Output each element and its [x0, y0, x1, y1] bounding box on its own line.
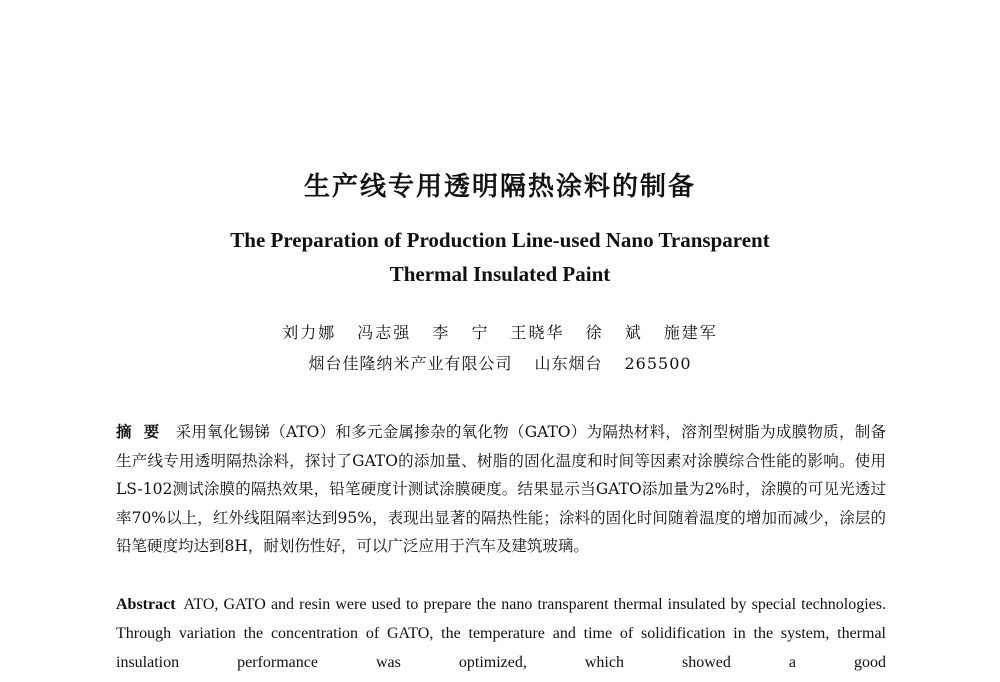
- affiliation-postcode: 265500: [624, 354, 692, 373]
- abstract-chinese-label: 摘要: [116, 423, 172, 441]
- affiliation-org: 烟台佳隆纳米产业有限公司: [308, 354, 513, 373]
- abstract-chinese: [116, 418, 886, 561]
- affiliation: [0, 351, 1000, 374]
- abstract-english-label: Abstract: [116, 596, 176, 613]
- title-english-line-2: Thermal Insulated Paint: [389, 262, 611, 286]
- abstract-chinese-text: 采用氧化锡锑（ATO）和多元金属掺杂的氧化物（GATO）为隔热材料，溶剂型树脂为成膜物质，制备生产线专用透明隔热涂料，探讨了GATO的添加量、树脂的固化温度和时间等因素对涂膜综合性能的影响。使用LS-102测试涂膜的隔热效果，铅笔硬度计测试涂膜硬度。结果显示当GATO添加量为2%时，涂膜的可见光透过率70%以上，红外线阻隔率达到95%，表现出显著的隔热性能；涂料的固化时间随着温度的增加而减少，涂层的铅笔硬度均达到8H，耐划伤性好，可以广泛应用于汽车及建筑玻璃。: [116, 423, 886, 556]
- title-english-line-1: The Preparation of Production Line-used Nano Transparent: [230, 228, 770, 252]
- authors: 刘力娜 冯志强 李 宁 王晓华 徐 斌 施建军: [282, 323, 718, 342]
- title-chinese: 生产线专用透明隔热涂料的制备: [303, 172, 696, 202]
- abstract-english: [116, 590, 886, 677]
- abstract-english-text: ATO, GATO and resin were used to prepare the nano transparent thermal insulated by special technologies. Through variation the concentration of GATO, the temperature and time of solidification in the system, thermal insulation performance was optimized, which showed a good: [116, 596, 886, 671]
- affiliation-location: 山东烟台: [534, 354, 603, 373]
